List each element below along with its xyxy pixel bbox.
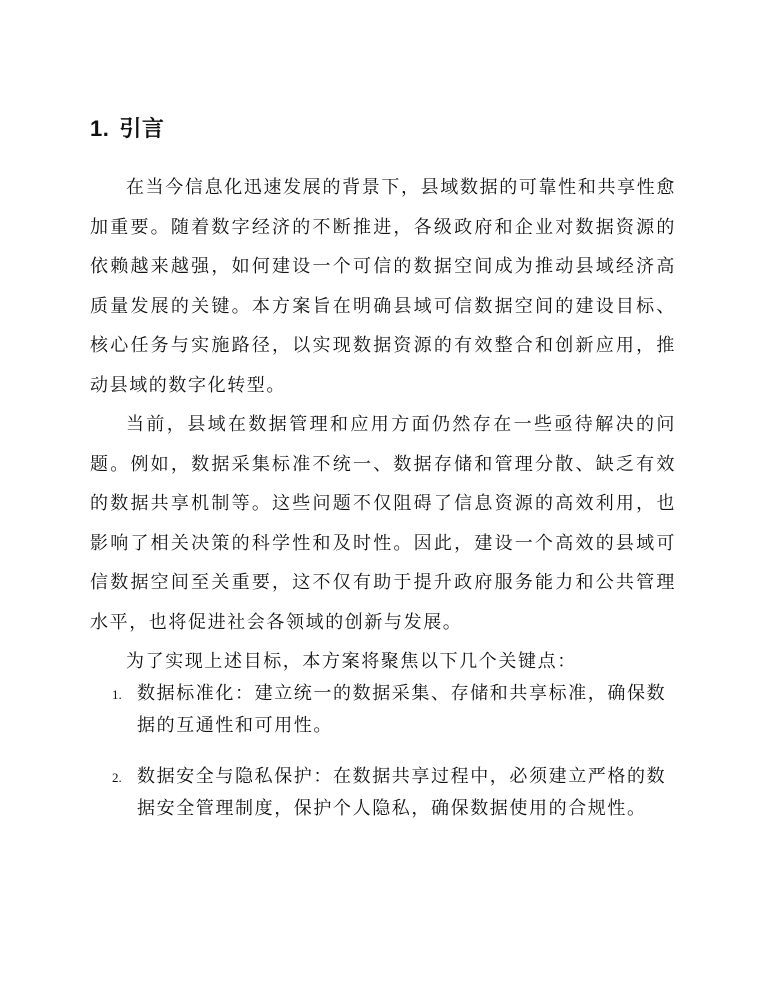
paragraph-problems: 当前，县域在数据管理和应用方面仍然存在一些亟待解决的问题。例如，数据采集标准不统一、数据存储和管理分散、缺乏有效的数据共享机制等。这些问题不仅阻碍了信息资源的高效利用，也影响了相关决策的科学性和及时性。因此，建设一个高效的县域可信数据空间至关重要，这不仅有助于提升政府服务能力和公共管理水平，也将促进社会各领域的创新与发展。 [90,414,676,633]
paragraph-intro: 在当今信息化迅速发展的背景下，县域数据的可靠性和共享性愈加重要。随着数字经济的不断推进，各级政府和企业对数据资源的依赖越来越强，如何建设一个可信的数据空间成为推动县域经济高质量发展的关键。本方案旨在明确县域可信数据空间的建设目标、核心任务与实施路径，以实现数据资源的有效整合和创新应用，推动县域的数字化转型。 [90,177,676,396]
section-title: 引言 [119,116,165,141]
paragraph-focus-lead: 为了实现上述目标，本方案将聚焦以下几个关键点： [126,651,577,672]
list-item-text: 数据标准化：建立统一的数据采集、存储和共享标准，确保数据的互通性和可用性。 [137,683,667,736]
list-item [90,678,680,742]
section-number: 1. [90,116,110,141]
body-text [90,168,676,682]
list-item [90,761,680,825]
key-points-list [90,678,680,844]
list-item-text: 数据安全与隐私保护：在数据共享过程中，必须建立严格的数据安全管理制度，保护个人隐私，确保数据使用的合规性。 [137,766,667,819]
list-marker: 2. [112,770,122,785]
list-marker: 1. [112,687,122,702]
section-heading [90,112,164,143]
